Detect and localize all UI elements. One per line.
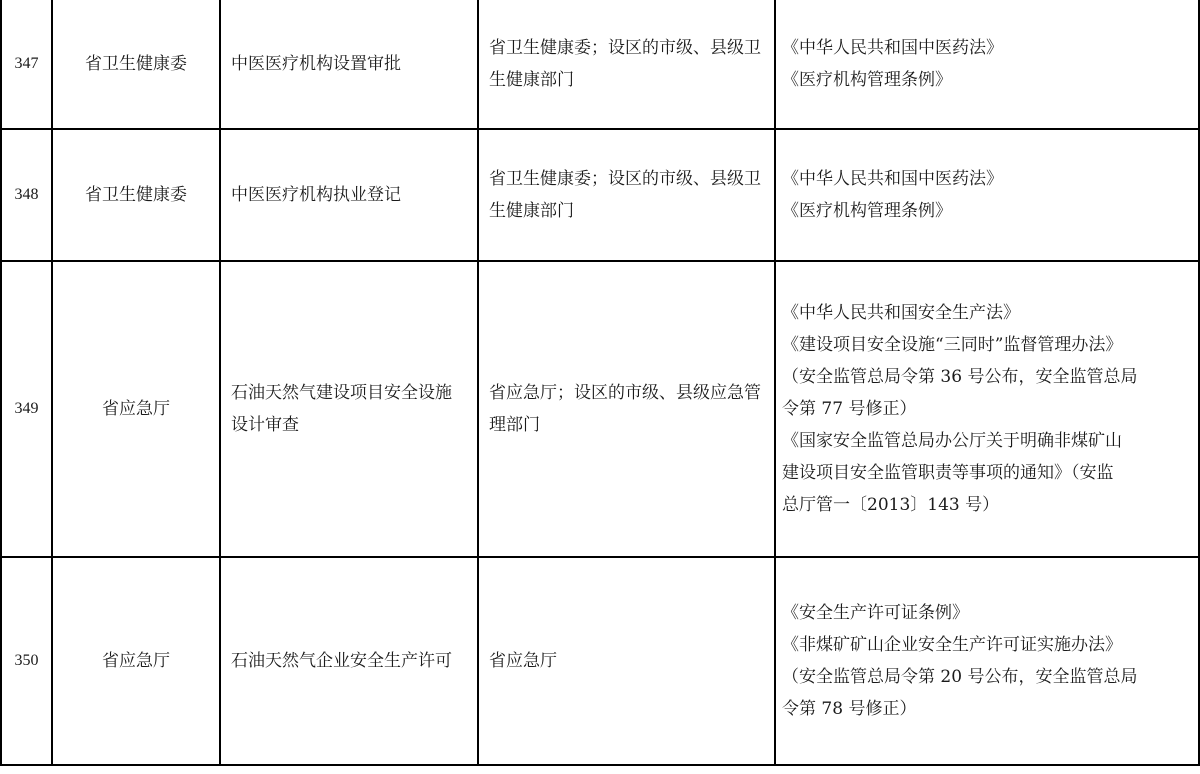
department-cell: 省卫生健康委 — [52, 129, 220, 261]
law-line: 《医疗机构管理条例》 — [782, 70, 952, 90]
table-row — [1, 129, 1199, 261]
law-line: 总厅管一〔2013〕143 号） — [782, 495, 1000, 515]
law-line: 《中华人民共和国中医药法》 — [782, 38, 1003, 58]
item-name-cell: 中医医疗机构设置审批 — [220, 0, 478, 129]
implementing-body-cell: 省卫生健康委；设区的市级、县级卫生健康部门 — [478, 129, 775, 261]
table-row — [1, 0, 1199, 129]
law-line: 建设项目安全监管职责等事项的通知》（安监 — [782, 463, 1114, 483]
department-cell: 省应急厅 — [52, 261, 220, 557]
table-row — [1, 261, 1199, 557]
legal-basis-cell — [775, 557, 1199, 765]
law-line: 令第 77 号修正） — [782, 399, 917, 419]
row-number: 347 — [1, 0, 52, 129]
law-line: 《医疗机构管理条例》 — [782, 201, 952, 221]
law-line: （安全监管总局令第 36 号公布，安全监管总局 — [782, 367, 1138, 387]
item-name-cell: 中医医疗机构执业登记 — [220, 129, 478, 261]
law-line: 《建设项目安全设施“三同时”监督管理办法》 — [782, 335, 1123, 355]
row-number: 348 — [1, 129, 52, 261]
item-name-cell: 石油天然气建设项目安全设施设计审查 — [220, 261, 478, 557]
row-number: 350 — [1, 557, 52, 765]
item-name-cell: 石油天然气企业安全生产许可 — [220, 557, 478, 765]
law-line: 《安全生产许可证条例》 — [782, 603, 969, 623]
legal-basis-cell — [775, 0, 1199, 129]
law-line: （安全监管总局令第 20 号公布，安全监管总局 — [782, 667, 1138, 687]
department-cell: 省卫生健康委 — [52, 0, 220, 129]
legal-basis-cell — [775, 261, 1199, 557]
law-line: 《国家安全监管总局办公厅关于明确非煤矿山 — [782, 431, 1122, 451]
implementing-body-cell: 省应急厅 — [478, 557, 775, 765]
row-number: 349 — [1, 261, 52, 557]
legal-basis-cell — [775, 129, 1199, 261]
law-line: 《非煤矿矿山企业安全生产许可证实施办法》 — [782, 635, 1122, 655]
department-cell: 省应急厅 — [52, 557, 220, 765]
law-line: 《中华人民共和国中医药法》 — [782, 169, 1003, 189]
law-line: 《中华人民共和国安全生产法》 — [782, 303, 1020, 323]
implementing-body-cell: 省应急厅；设区的市级、县级应急管理部门 — [478, 261, 775, 557]
implementing-body-cell: 省卫生健康委；设区的市级、县级卫生健康部门 — [478, 0, 775, 129]
law-line: 令第 78 号修正） — [782, 699, 917, 719]
table-row — [1, 557, 1199, 765]
